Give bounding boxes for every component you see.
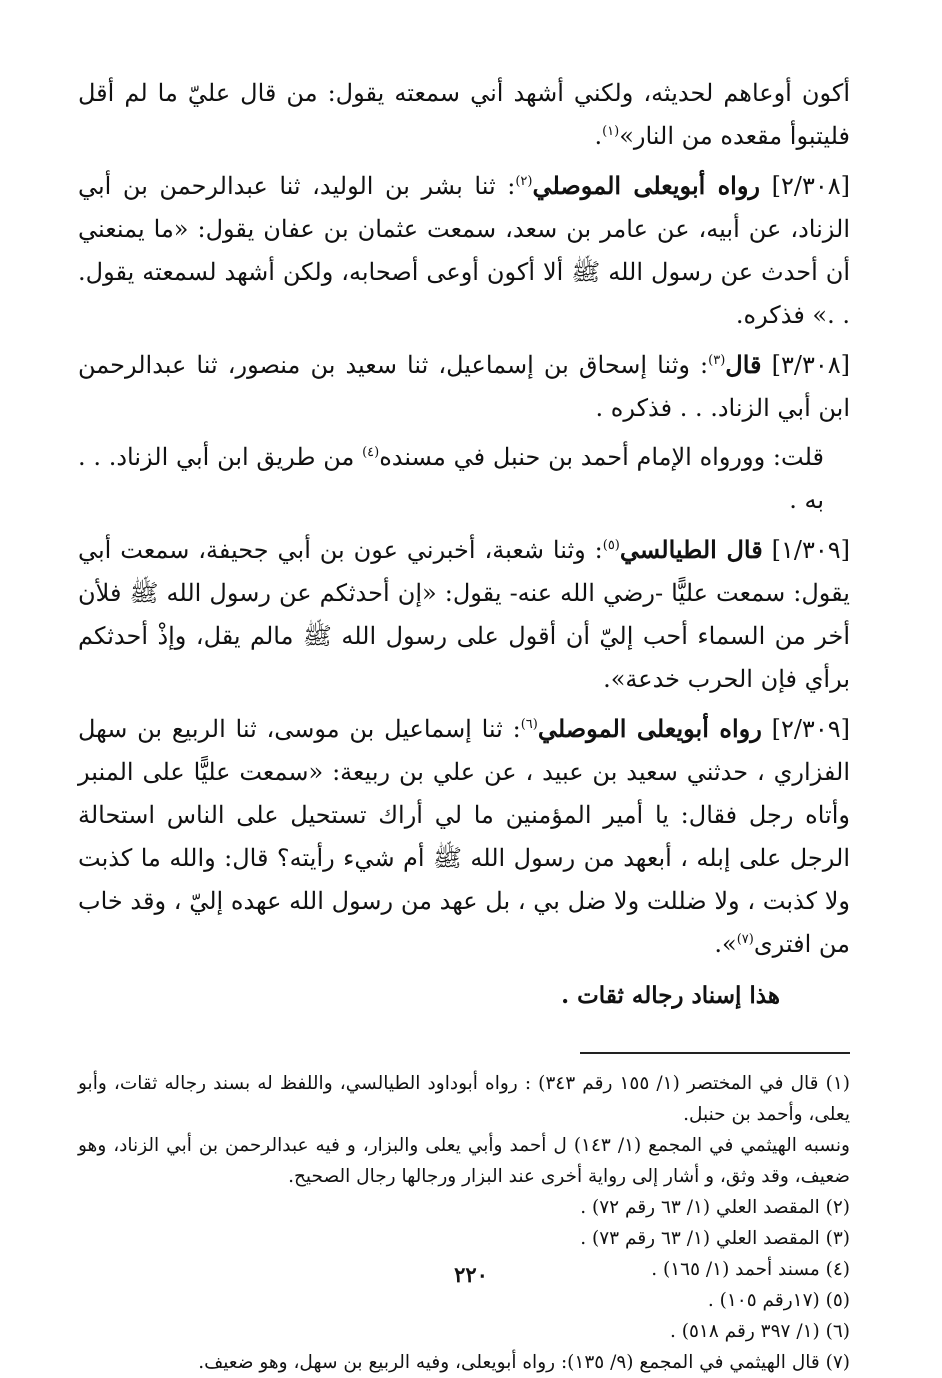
footnote: (٢) المقصد العلي (١/ ٦٣ رقم ٧٢) . [580,1197,850,1218]
paragraph-5: [١/٣٠٩] قال الطيالسي$^{(٥)}$: وثنا شعبة، أخبرني عون بن أبي جحيفة، سمعت أبي يقول: سمعت عليًّا -رضي الله عنه- يقول: «إن أحدثكم عن رسول الله ﷺ فلأن أخر من السماء أحب إليّ أن أقول على رسول الله ﷺ مالم يقل، وإذْ أحدثكم برأي فإن الحرب خدعة». [78,535,850,693]
page-number: ٢٢٠ [454,1262,488,1287]
paragraph-2: [٢/٣٠٨] رواه أبويعلى الموصلي$^{(٢)}$: ثنا بشر بن الوليد، ثنا عبدالرحمن بن أبي الزناد، عن أبيه، عن عامر بن سعد، سمعت عثمان بن عفان يقول: «ما يمنعني أن أحدث عن رسول الله ﷺ ألا أكون أوعى أصحابه، ولكن أشهد لسمعته يقول. . .» فذكره. [78,171,850,329]
footnote: (٣) المقصد العلي (١/ ٦٣ رقم ٧٣) . [580,1228,850,1249]
footnote: (٥) (١٧رقم ١٠٥) . [707,1290,850,1311]
footnote: (٦) (١/ ٣٩٧ رقم ٥١٨) . [669,1321,850,1342]
footnote-ref: (٧) [736,932,754,947]
conclusion-line: هذا إسناد رجاله ثقات . [561,982,780,1009]
paragraph-3: [٣/٣٠٨] قال$^{(٣)}$: وثنا إسحاق بن إسماعيل، ثنا سعيد بن منصور، ثنا عبدالرحمن ابن أبي الزناد. . . فذكره . [78,350,850,422]
footnote-ref: (١) [602,124,620,139]
footnote-ref: (٤) [362,445,380,460]
footnote-ref: (٢) [515,174,533,189]
paragraph-6: [٢/٣٠٩] رواه أبويعلى الموصلي$^{(٦)}$: ثنا إسماعيل بن موسى، ثنا الربيع بن سهل الفزاري ، حدثني سعيد بن عبيد ، عن علي بن ربيعة: «سمعت عليًّا على المنبر وأتاه رجل فقال: يا أمير المؤمنين ما لي أراك تستحيل على الناس استحالة الرجل على إبله ، أبعهد من رسول الله ﷺ أم شيء رأيته؟ قال: والله ما كذبت ولا كذبت ، ولا ضللت ولا ضل بي ، بل عهد من رسول الله عهده إليّ ، وقد خاب من افترى$^{(٧)}$». [78,714,850,958]
paragraph-4: قلت: وورواه الإمام أحمد بن حنبل في مسنده$^{(٤)}$ من طريق ابن أبي الزناد. . . به . [78,443,824,514]
paragraph-1: أكون أوعاهم لحديثه، ولكني أشهد أني سمعته يقول: من قال عليّ ما لم أقل فليتبوأ مقعده من النار»$^{(١)}$. [78,79,850,150]
footnote-ref: (٣) [708,353,726,368]
footnote-ref: (٥) [602,538,620,553]
footnote: (٧) قال الهيثمي في المجمع (٩/ ١٣٥): رواه أبويعلى، وفيه الربيع بن سهل، وهو ضعيف. [198,1352,850,1373]
page-body [78,72,850,1378]
footnote: (١) قال في المختصر (١/ ١٥٥ رقم ٣٤٣) : رواه أبوداود الطيالسي، واللفظ له بسند رجاله ثقات، وأبو يعلى، وأحمد بن حنبل. [78,1073,850,1125]
footnote-ref: (٦) [520,717,538,732]
footnotes [78,1068,850,1378]
footnote: (٤) مسند أحمد (١/ ١٦٥) . [651,1259,850,1280]
footnote-divider [580,1052,850,1054]
footnote: ونسبه الهيثمي في المجمع (١/ ١٤٣) ل أحمد وأبي يعلى والبزار، و فيه عبدالرحمن بن أبي الزناد، وهو ضعيف، وقد وثق، و أشار إلى رواية أخرى عند البزار ورجالها رجال الصحيح. [78,1135,850,1187]
